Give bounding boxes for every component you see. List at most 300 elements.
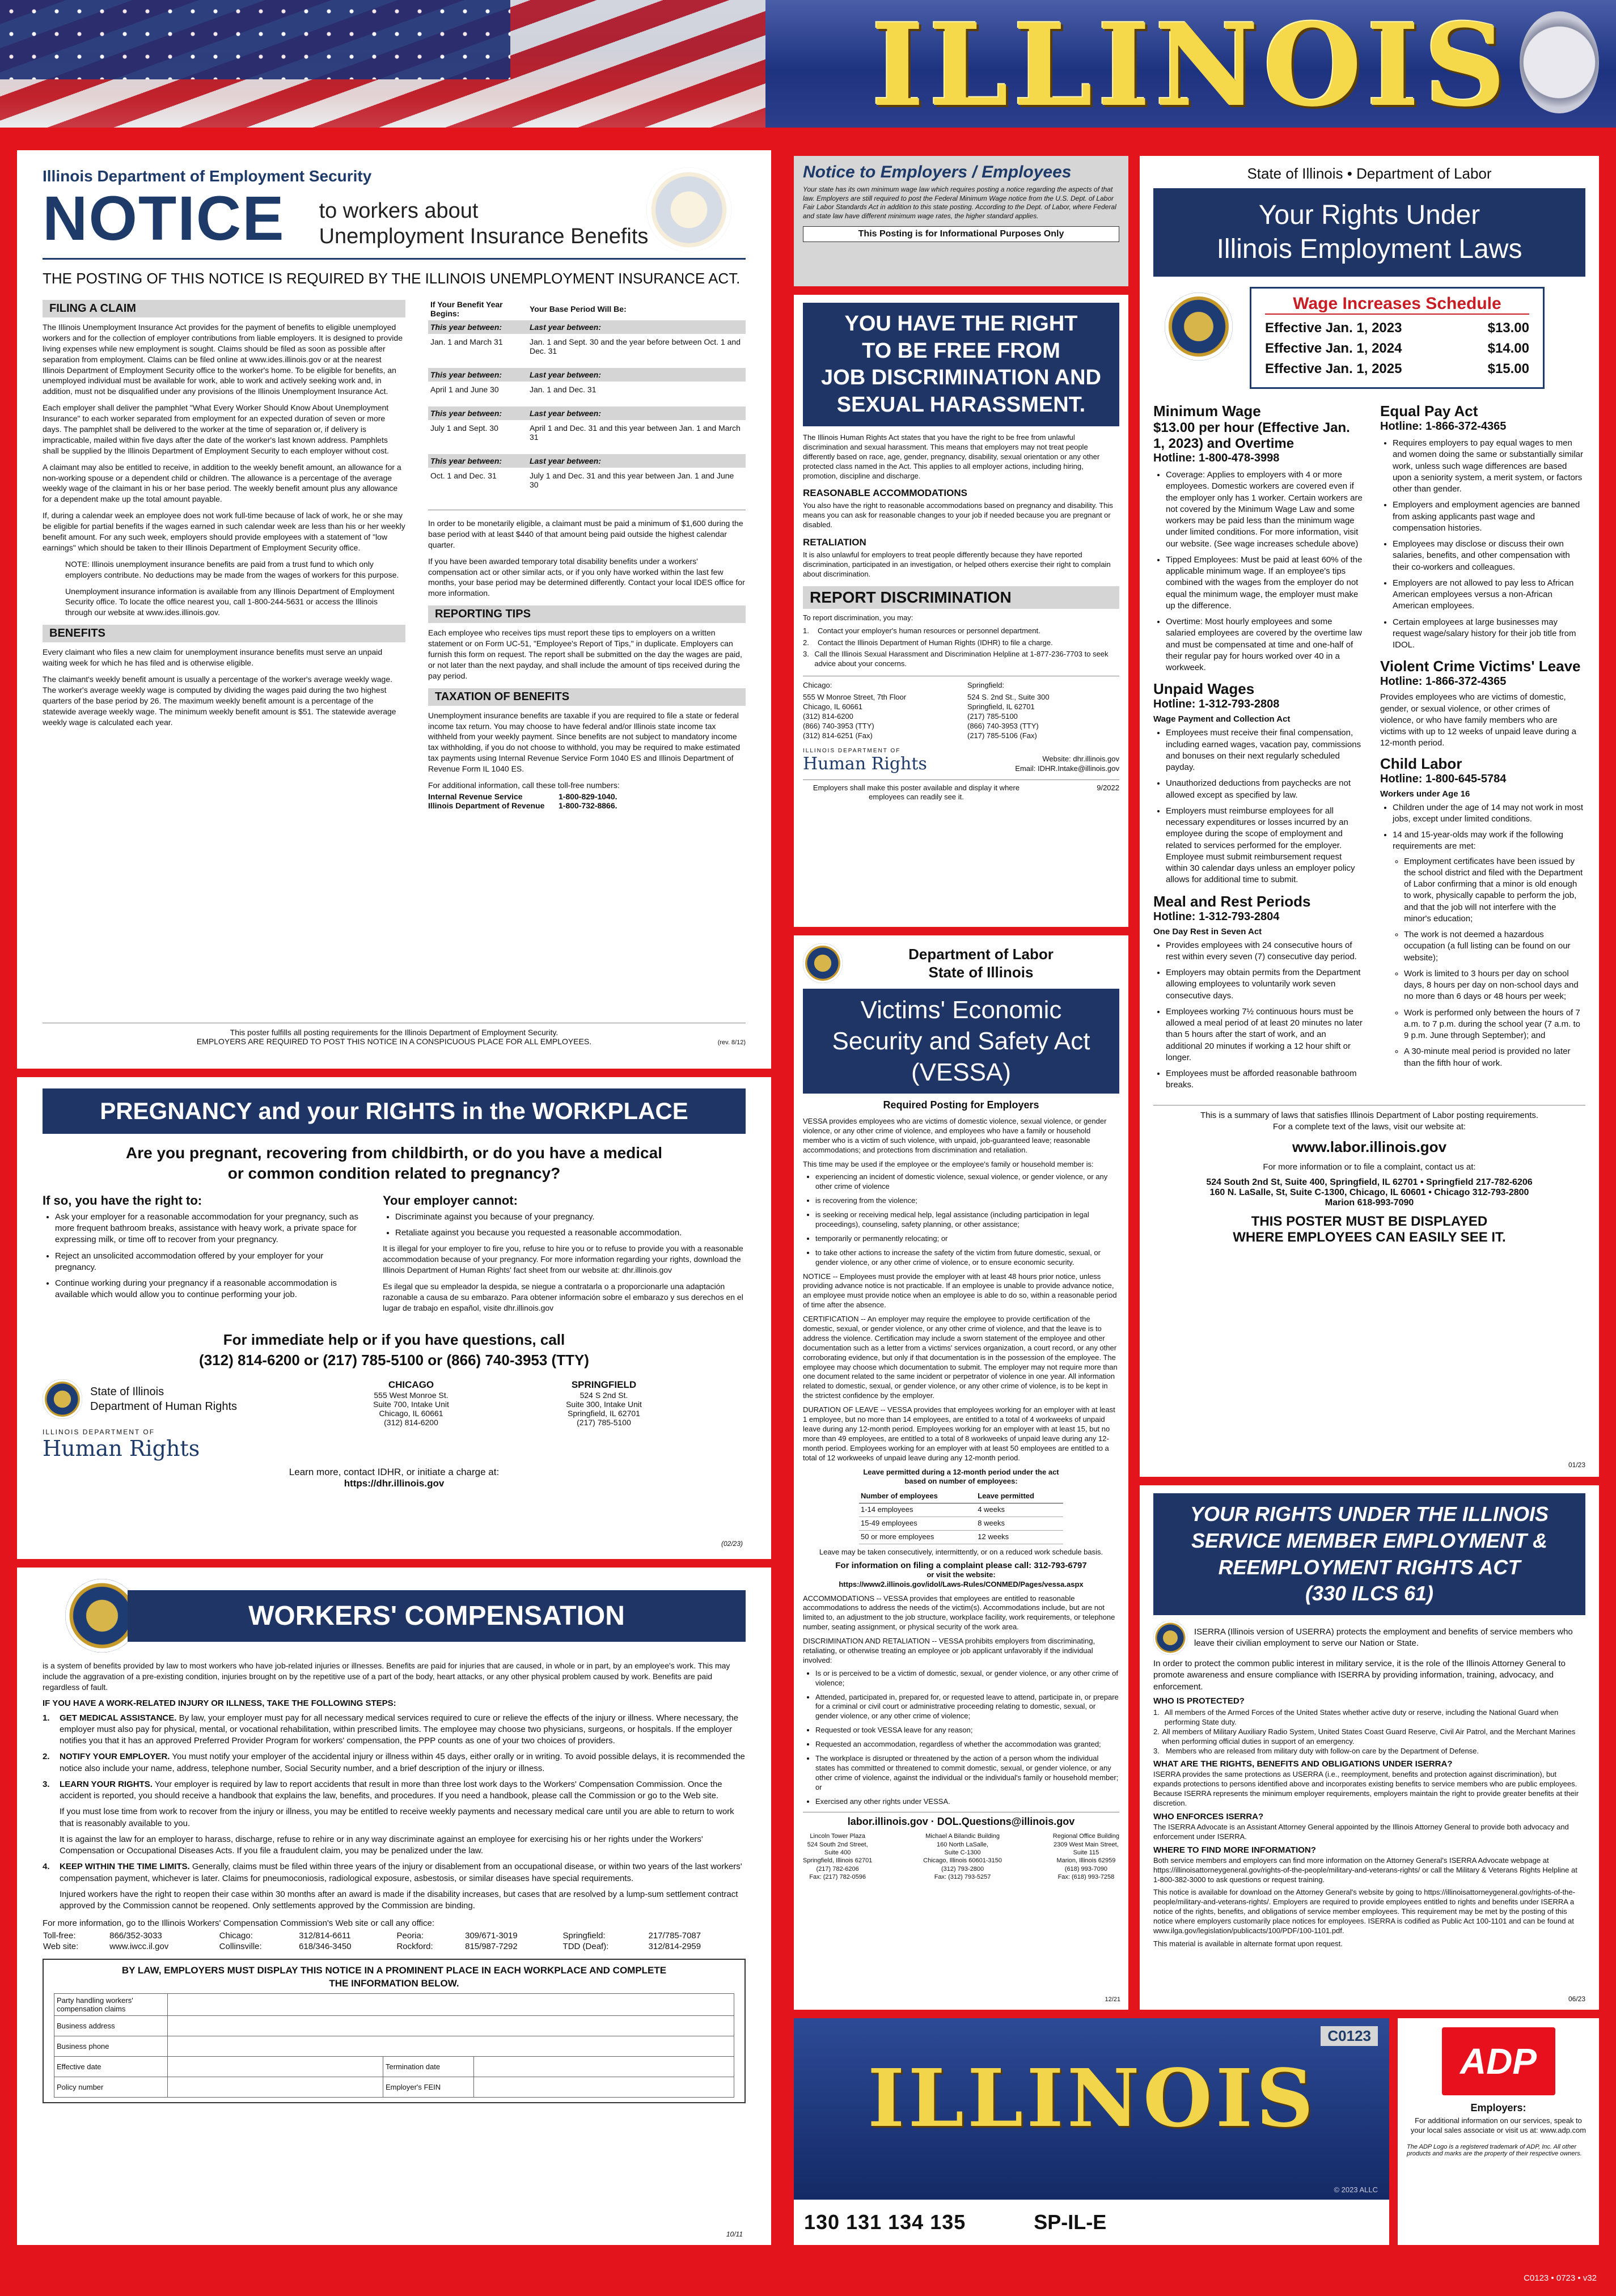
iserra-t3: REEMPLOYMENT RIGHTS ACT	[1218, 1555, 1521, 1579]
dol-addr-1: 524 South 2nd St, Suite 400, Springfield, IL 62701 • Springfield 217-782-6206	[1206, 1177, 1533, 1188]
idhr-logo-text: Human Rights	[43, 1436, 200, 1462]
list-item: Contact the Illinois Department of Human Rights (IDHR) to file a charge.	[818, 638, 1053, 647]
vessa-t2: Security and Safety Act	[832, 1027, 1090, 1055]
last-year: Last year between:	[529, 456, 602, 465]
iserra-h2: WHAT ARE THE RIGHTS, BENEFITS AND OBLIGATIONS UNDER ISERRA?	[1153, 1759, 1453, 1769]
dol-site[interactable]: www.labor.illinois.gov	[1292, 1138, 1447, 1155]
ne-info: This Posting is for Informational Purposes Only	[803, 226, 1119, 242]
step-text: You must notify your employer of the accidental injury or illness within 45 days, either orally or in writing. To avoid possible delays, it is recommended the notice also include your name, address, telephone number, Social Security number, and a brief description of the injury or illness.	[60, 1752, 745, 1773]
learn-more: Learn more, contact IDHR, or initiate a charge at:	[289, 1467, 500, 1478]
hr-report-heading: REPORT DISCRIMINATION	[803, 586, 1119, 609]
hr-foot: Employers shall make this poster available and display it where employees can readily see it.	[813, 783, 1020, 802]
iserra-t2: SERVICE MEMBER EMPLOYMENT &	[1191, 1528, 1548, 1552]
list-item: All members of Military Auxiliary Radio System, United States Coast Guard Reserve, Civil Air Patrol, and the Merchant Marines when performing official duties in support of an emergency.	[1162, 1727, 1576, 1746]
vessa-p1: VESSA provides employees who are victims of domestic violence, sexual violence, or gender violence, or any other crime of violence, and employees who have a family or household member who is a victim of such violence, with unpaid, job-guaranteed leave; reasonable accommodations; and protections from discrimination and retaliation.	[803, 1117, 1107, 1154]
cannot-heading: Your employer cannot:	[383, 1193, 518, 1208]
table-h2: Your Base Period Will Be:	[529, 304, 627, 314]
list-item: • Requested an accommodation, regardless of whether the accommodation was granted;	[815, 1740, 1119, 1749]
last-year: Last year between:	[529, 370, 602, 379]
hr-chi-line: (866) 740-3953 (TTY)	[803, 721, 874, 730]
vessa-complaint: For information on filing a complaint please call: 312-793-6797	[835, 1560, 1087, 1570]
vessa-acc: ACCOMMODATIONS -- VESSA provides that employees are entitled to reasonable accommodations to address the needs of the victim(s). Accommodations include, but are not limited to, an adjustment to the job structure, workplace facility, work requirements, or telephone number, seating assignment, or physical security of the work area.	[803, 1594, 1115, 1632]
list-item: • Ask your employer for a reasonable accommodation for your pregnancy, such as more frequent bathroom breaks, assistance with heavy work, a private space for expressing milk, or time off to recover from your pregnancy.	[55, 1211, 360, 1246]
table-row: Jan. 1 and Sept. 30 and the year before between Oct. 1 and Dec. 31	[529, 337, 741, 355]
contact-value: 618/346-3450	[299, 1942, 352, 1952]
office-line: Chicago, Illinois 60601-3150	[923, 1857, 1002, 1865]
footer-title: ILLINOIS	[868, 2052, 1317, 2145]
table-row: Jan. 1 and Dec. 31	[529, 385, 597, 394]
springfield-line: Springfield, IL 62701	[568, 1409, 640, 1418]
hr-chi-line: Chicago, IL 60661	[803, 702, 863, 711]
table-h1: If Your Benefit Year Begins:	[430, 300, 503, 318]
step-heading: LEARN YOUR RIGHTS.	[60, 1779, 153, 1789]
contact-label: Peoria:	[396, 1931, 424, 1941]
chicago-line: Chicago, IL 60661	[379, 1409, 443, 1418]
sub-list-item: ◦ The work is not deemed a hazardous occupation (a full listing can be found on our website);	[1404, 929, 1584, 964]
iserra-p5: This notice is available for download on the Attorney General's website by going to https://illinoisattorneygeneral.gov/rights-of-the-people/military-and-veterans-rights/. Employers are required to provide employees entitled to rights and benefits under ISERRA a notice of the rights, benefits, and obligations of service member employees. This requirement may be met by the posting of this notice where employers customarily place notices for employees. ISERRA is codified as Public Act 100-1101 and can be found at www.ilga.gov/legislation/publicacts/100/PDF/100-1101.pdf.	[1153, 1888, 1575, 1935]
vc-heading: Violent Crime Victims' Leave	[1380, 658, 1581, 675]
cl-list	[1380, 802, 1584, 1069]
uw-sub: Wage Payment and Collection Act	[1153, 714, 1291, 725]
form-field-label: Business address	[54, 2015, 168, 2036]
list-item: Call the Illinois Sexual Harassment and Discrimination Helpline at 1-877-236-7703 to seek advice about your concerns.	[814, 650, 1109, 668]
list-item: • Employees working 7½ continuous hours must be allowed a meal period of at least 20 minutes no later than 5 hours after the start of work, and an additional 20 minutes if working a 12 hour shift or longer.	[1166, 1006, 1363, 1064]
elig-p2: If you have been awarded temporary total disability benefits under a workers' compensation act or other similar acts, or if you only have worked within the last few months, your base period may be determined differently. Contact your local IDES office for more information.	[428, 556, 745, 598]
contact-label: Chicago:	[219, 1931, 253, 1941]
list-item: • Requires employers to pay equal wages to men and women doing the same or substantially similar work, unless such wage differences are based upon a seniority system, a merit system, or factors other than gender.	[1393, 438, 1584, 495]
dol-state: State of Illinois • Department of Labor	[1247, 165, 1492, 182]
iserra-p2: ISERRA provides the same protections as USERRA (i.e., reemployment, benefits and protection against discrimination), but expands protections to persons identified above and incorporates existing benefits to service members who are public employees. Because ISERRA represents the minimum employer requirements, employers maintain the right to provide greater benefits at their discretion.	[1153, 1770, 1579, 1808]
form-field-input[interactable]	[168, 2056, 383, 2077]
dol-summary-2: For a complete text of the laws, visit our website at:	[1272, 1121, 1466, 1132]
list-item: • Coverage: Applies to employers with 4 or more employees. Domestic workers are covered even if the employer only has 1 worker. Certain workers are not covered by the Minimum Wage Law and some workers may be paid less than the minimum wage under limited conditions. For more information, visit our website. (See wage increases schedule above)	[1166, 469, 1363, 550]
table-cell: 4 weeks	[976, 1503, 1063, 1517]
wage-value: $15.00	[1487, 361, 1529, 376]
pregnancy-title: PREGNANCY and your RIGHTS in the WORKPLACE	[43, 1088, 746, 1134]
hr-title-1: YOU HAVE THE RIGHT	[844, 312, 1078, 336]
list-item: • Provides employees with 24 consecutive hours of rest within every seven (7) consecutive day period.	[1166, 940, 1363, 963]
vessa-title	[803, 989, 1119, 1094]
idor-label: Illinois Department of Revenue	[428, 800, 545, 810]
list-item: • Attended, participated in, prepared for, or requested leave to attend, participate in, or prepare for a criminal or civil court or administrative proceeding relating to domestic, sexual, or gender violence, or any other crime of violence;	[815, 1693, 1119, 1722]
vessa-d1: Department of Labor	[908, 945, 1054, 963]
springfield-line: Suite 300, Intake Unit	[566, 1400, 642, 1409]
chicago-line: Suite 700, Intake Unit	[373, 1400, 449, 1409]
adp-tm: The ADP Logo is a registered trademark of ADP, Inc. All other products and marks are the property of their respective owners.	[1407, 2143, 1582, 2157]
contact-value: 217/785-7087	[648, 1931, 701, 1941]
vessa-list	[803, 1172, 1119, 1267]
preg-code: (02/23)	[721, 1540, 743, 1548]
hr-spr-heading: Springfield:	[967, 681, 1005, 690]
wage-schedule-box	[1250, 287, 1545, 389]
iserra-title	[1153, 1493, 1585, 1615]
list-item: • to take other actions to increase the safety of the victim from future domestic, sexual, or gender violence, or any other crime of violence, or to ensure economic security.	[815, 1248, 1119, 1268]
office-line: Fax: (312) 793-5257	[934, 1873, 991, 1880]
sub-list-item: ◦ Work is limited to 3 hours per day on school days, 8 hours per day on non-school days and no more than 6 days or 48 hours per week;	[1404, 968, 1584, 1003]
form-field-input[interactable]	[168, 2015, 734, 2036]
cl-heading: Child Labor	[1380, 755, 1462, 772]
hr-email[interactable]: Email: IDHR.Intake@illinois.gov	[1015, 764, 1119, 773]
footer-sku: SP-IL-E	[1034, 2210, 1107, 2234]
benefits-heading: BENEFITS	[43, 625, 405, 642]
dol-seal-icon	[1165, 293, 1233, 361]
office-line: Springfield, Illinois 62701	[803, 1857, 873, 1865]
iserra-p4: Both service members and employers can find more information on the Attorney General's ISERRA Advocate webpage at https://illinoisattorneygeneral.gov/rights-of-the-people/military-and-veterans-rights/ or call the Military & Veterans Rights Helpline at 1-800-382-3000 to ask questions or request training.	[1153, 1856, 1577, 1884]
iserra-h4: WHERE TO FIND MORE INFORMATION?	[1153, 1845, 1316, 1855]
elig-p1: In order to be monetarily eligible, a claimant must be paid a minimum of $1,600 during the base period with at least $440 of that amount being paid outside the highest calendar quarter.	[428, 519, 743, 549]
step-text: By law, your employer must pay for all necessary medical services required to cure or relieve the effects of the injury or illness. Where necessary, the employer must also pay for physical, mental, or vocational rehabilitation, within prescribed limits. The employee may choose two physicians, surgeons, or hospitals. If the employer notifies you that it has an approved Preferred Provider Program for workers' compensation, the PPP counts as one of your two choices of providers.	[60, 1713, 739, 1746]
step-text: Generally, claims must be filed within three years of the injury or disablement from an occupational disease, or within two years of the last workers' compensation payment, whichever is later. Claims for pneumoconiosis, radiological exposure, asbestosis, or similar diseases have special requirements.	[60, 1862, 742, 1883]
springfield-line: (217) 785-5100	[577, 1418, 631, 1427]
hr-chi-heading: Chicago:	[803, 681, 832, 690]
hr-p1: The Illinois Human Rights Act states that you have the right to be free from unlawful discrimination and sexual harassment. This means that employers may not treat people differently based on race, age, gender, pregnancy, disability, sexual orientation or any other protected class named in the Act. This applies to all employer actions, including hiring, promotion, discipline and discharge.	[803, 433, 1100, 480]
notice-heading: NOTICE	[43, 184, 285, 253]
hr-title-2: TO BE FREE FROM	[862, 338, 1060, 363]
dol-summary-1: This is a summary of laws that satisfies Illinois Department of Labor posting requirements.	[1200, 1110, 1539, 1120]
table-row: July 1 and Sept. 30	[430, 423, 498, 433]
form-field-label: Termination date	[383, 2056, 474, 2077]
vessa-t1: Victims' Economic	[860, 996, 1062, 1024]
chicago-line: (312) 814-6200	[384, 1418, 438, 1427]
vessa-t3: (VESSA)	[911, 1058, 1012, 1086]
iserra-intro: ISERRA (Illinois version of USERRA) protects the employment and benefits of service members who leave their civilian employment to serve our Nation or State.	[1194, 1626, 1573, 1649]
mr-sub: One Day Rest in Seven Act	[1153, 926, 1262, 937]
base-period-table	[428, 298, 746, 502]
wage-value: $14.00	[1487, 341, 1529, 356]
office-line: (217) 782-6206	[816, 1865, 859, 1873]
mw-list	[1153, 469, 1363, 673]
contact-label: Rockford:	[396, 1942, 433, 1952]
ep-heading: Equal Pay Act	[1380, 403, 1478, 420]
note-2: Unemployment insurance information is available from any Illinois Department of Employment Security office. To locate the office nearest you, call 1-800-244-5631 or access the Illinois through our website at www.ides.illinois.gov.	[65, 586, 395, 617]
dol-title	[1153, 188, 1585, 277]
hr-title-4: SEXUAL HARASSMENT.	[836, 392, 1086, 417]
iserra-t4: (330 ILCS 61)	[1305, 1582, 1434, 1605]
list-item: • Employees may disclose or discuss their own salaries, benefits, and other compensation with their co-workers and colleagues.	[1393, 539, 1584, 573]
table-cell: 1-14 employees	[859, 1503, 976, 1517]
table-cell: 50 or more employees	[859, 1530, 976, 1544]
vessa-tbl-h2: based on number of employees:	[904, 1477, 1018, 1486]
office-line: Michael A Bilandic Building	[925, 1833, 1000, 1840]
table-row: Oct. 1 and Dec. 31	[430, 471, 497, 480]
bylaw-2: THE INFORMATION BELOW.	[329, 1977, 459, 1989]
unemployment-notice-panel	[17, 150, 771, 1069]
iserra-h1: WHO IS PROTECTED?	[1153, 1696, 1245, 1706]
vc-hotline: Hotline: 1-866-372-4365	[1380, 675, 1507, 688]
vessa-tbl-h1: Leave permitted during a 12-month period under the act	[863, 1467, 1059, 1476]
human-rights-panel: YOU HAVE THE RIGHT TO BE FREE FROM JOB DISCRIMINATION AND SEXUAL HARASSMENT. The Illinois Human Rights Act states that you have the right to be free from unlawful discrimination and sexual harassment. This means that employers may not treat people differently based on race, age, gender, pregnancy, disability, sexual orientation or any other protected class named in the Act. This applies to all employer actions, including hiring, promotion, discipline and discharge. REASONABLE ACCOMMODATIONS You also have the right to reasonable accommodations based on pregnancy and disability. This means you can ask for reasonable changes to your job if needed because you are pregnant or disabled. RETALIATION It is also unlawful for employers to treat people differently because they have reported discrimination, participated in an investigation, or helped others exercise their right to complain about discrimination. REPORT DISCRIMINATION To report discrimination, you may: 1. Contact your employer's human resources or personnel department. 2. Contact the Illinois Department of Human Rights (IDHR) to file a charge. 3. Call the Illinois Sexual Harassment and Discrimination Helpline at 1-877-236-7703 to seek advice about your concerns. Chicago: 555 W Monroe Street, 7th Floor Chicago, IL 60661 (312) 814-6200 (866) 740-3953 (TTY) (312) 814-6251 (Fax) Springfield: 524 S. 2nd St., Suite 300 Springfield, IL 62701 (217) 785-5100 (866) 740-3953 (TTY) (217) 785-5106 (Fax) ILLINOIS DEPARTMENT OF Human Rights Website: dhr.illinois.gov Email: IDHR.Intake@illinois.gov Employers shall make this poster available and display it where employees can readily see it. 9/2022	[794, 295, 1128, 927]
contact-value: 309/671-3019	[465, 1931, 518, 1941]
this-year: This year between:	[430, 370, 502, 379]
list-item: • Employers and employment agencies are banned from asking applicants past wage and compensation histories.	[1393, 499, 1584, 534]
vessa-d2: State of Illinois	[928, 964, 1034, 981]
uw-hotline: Hotline: 1-312-793-2808	[1153, 698, 1280, 711]
footer-code: C0123	[1321, 2026, 1378, 2046]
this-year: This year between:	[430, 456, 502, 465]
chicago-line: 555 West Monroe St.	[374, 1391, 449, 1400]
learn-url[interactable]: https://dhr.illinois.gov	[344, 1478, 445, 1489]
step-heading: NOTIFY YOUR EMPLOYER.	[60, 1752, 170, 1762]
office-line: Suite 115	[1073, 1849, 1099, 1857]
hr-ra-p: You also have the right to reasonable accommodations based on pregnancy and disability. This means you can ask for reasonable changes to your job if needed because you are pregnant or disabled.	[803, 501, 1113, 529]
ui-footer-2: EMPLOYERS ARE REQUIRED TO POST THIS NOTICE IN A CONSPICUOUS PLACE FOR ALL EMPLOYEES.	[196, 1037, 592, 1046]
flag-stars	[0, 0, 510, 79]
hr-rep-intro: To report discrimination, you may:	[803, 613, 913, 622]
dol-addr-2: 160 N. LaSalle, St, Suite C-1300, Chicago, IL 60601 • Chicago 312-793-2800	[1209, 1188, 1529, 1198]
vessa-req: Required Posting for Employers	[883, 1099, 1039, 1111]
list-item: • Reject an unsolicited accommodation offered by your employer for your pregnancy.	[55, 1251, 360, 1274]
taxation-heading: TAXATION OF BENEFITS	[428, 688, 746, 706]
help-1: For immediate help or if you have questions, call	[223, 1331, 565, 1348]
table-row: Jan. 1 and March 31	[430, 337, 503, 346]
ides-seal-icon	[646, 167, 731, 252]
hr-ret-heading: RETALIATION	[803, 537, 866, 548]
rights-list	[43, 1211, 360, 1301]
footer-banner	[794, 2018, 1389, 2200]
mr-heading: Meal and Rest Periods	[1153, 892, 1311, 910]
iserra-code: 06/23	[1568, 1995, 1585, 2003]
office-line: 524 South 2nd Street,	[807, 1841, 868, 1848]
step-text: Your employer is required by law to report accidents that result in more than three lost work days to the Workers' Compensation Commission. Once the accident is reported, you should receive a handbook that explains the law, benefits, and procedures. If you need a handbook, please call the Commission or go to the Web site.	[60, 1779, 722, 1801]
tollfree-intro: For additional information, call these toll-free numbers:	[428, 781, 620, 790]
dol-addr-3: Marion 618-993-7090	[1325, 1198, 1414, 1208]
list-item: • temporarily or permanently relocating; or	[815, 1234, 1119, 1244]
list-item: • The workplace is disrupted or threatened by the action of a person whom the individual states has committed or threatened to commit domestic, sexual, or gender violence, or any other crime of violence, against the individual or the individual's family or household member; or	[815, 1754, 1119, 1793]
list-item: • Tipped Employees: Must be paid at least 60% of the applicable minimum wage. If an employee's tips combined with the wages from the employer do not equal the minimum wage, the employer must make up the difference.	[1166, 554, 1363, 612]
hr-code: 9/2022	[1097, 783, 1119, 792]
vessa-disc: DISCRIMINATION AND RETALIATION -- VESSA prohibits employers from discriminating, retaliating, or otherwise treating an employee or job applicant unfavorably if the individual involved:	[803, 1637, 1095, 1664]
springfield-heading: SPRINGFIELD	[571, 1379, 637, 1391]
dol-seal-icon	[803, 943, 843, 983]
contact-value: www.iwcc.il.gov	[109, 1942, 169, 1952]
form-field-input[interactable]	[474, 2077, 734, 2097]
hr-spr-line: (217) 785-5100	[967, 711, 1018, 721]
this-year: This year between:	[430, 409, 502, 418]
wc-contacts	[43, 1930, 746, 1952]
list-item: • Is or is perceived to be a victim of domestic, sexual, or gender violence, or any other crime of violence;	[815, 1669, 1119, 1688]
list-item: • Employers may obtain permits from the Department allowing employees to voluntarily work seven consecutive days.	[1166, 967, 1363, 1002]
wc-code: 10/11	[726, 2230, 743, 2238]
list-item: • Employees must receive their final compensation, including earned wages, vacation pay, commissions and bonuses on their next regularly scheduled payday.	[1166, 727, 1363, 773]
table-cell: 8 weeks	[976, 1517, 1063, 1531]
office-line: 2309 West Main Street,	[1054, 1841, 1119, 1848]
contact-label: Springfield:	[562, 1931, 606, 1941]
note-1: NOTE: Illinois unemployment insurance benefits are paid from a trust fund to which only employers contribute. No deductions may be made from the wages of workers for this purpose.	[65, 559, 399, 579]
filing-claim-heading: FILING A CLAIM	[43, 300, 405, 317]
list-item: • is seeking or receiving medical help, legal assistance (including participation in legal proceedings), counseling, safety planning, or other assistance;	[815, 1210, 1119, 1230]
form-field-label: Party handling workers' compensation claims	[54, 1993, 168, 2015]
vessa-leave-table	[859, 1490, 1063, 1544]
list-item: • Unauthorized deductions from paychecks are not allowed except as specified by law.	[1166, 778, 1363, 801]
list-item: • experiencing an incident of domestic violence, sexual violence, or gender violence, or any other crime of violence	[815, 1172, 1119, 1192]
iserra-p1: In order to protect the common public interest in military service, it is the role of the Illinois Attorney General to promote awareness and ensure compliance with ISERRA by providing information, training, advocacy, and enforcement.	[1153, 1659, 1566, 1692]
adp-panel	[1398, 2018, 1599, 2245]
reporting-heading: REPORTING TIPS	[428, 605, 746, 623]
office-line: Suite C-1300	[944, 1849, 981, 1857]
top-banner	[0, 0, 1616, 128]
form-field-label: Employer's FEIN	[383, 2077, 474, 2097]
footer-rev: C0123 • 0723 • v32	[1524, 2273, 1597, 2283]
sub-list-item: ◦ Employment certificates have been issued by the school district and filed with the Department of Labor confirming that a minor is old enough to work, physically capable to perform the job, and that the job will not interfere with the minor's education;	[1404, 856, 1584, 925]
preg-q1: Are you pregnant, recovering from childbirth, or do you have a medical	[126, 1144, 662, 1162]
vessa-inter: Leave may be taken consecutively, intermittently, or on a reduced work schedule basis.	[819, 1547, 1103, 1556]
form-field-input[interactable]	[168, 2077, 383, 2097]
list-item: Members who are released from military duty with follow-on care by the Department of Defense.	[1166, 1746, 1479, 1755]
vessa-code: 12/21	[1105, 1996, 1120, 2003]
dol-t2: Illinois Employment Laws	[1216, 234, 1522, 264]
uw-list	[1153, 727, 1363, 886]
workers-comp-panel: WORKERS' COMPENSATION is a system of benefits provided by law to most workers who have job-related injuries or illnesses. Benefits are paid for injuries that are caused, in whole or in part, by an employee's work. This may include the aggravation of a pre-existing condition, injuries brought on by the repetitive use of a part of the body, heart attacks, or any other physical problem caused by work. Benefits are paid regardless of fault. IF YOU HAVE A WORK-RELATED INJURY OR ILLNESS, TAKE THE FOLLOWING STEPS: 1. GET MEDICAL ASSISTANCE. By law, your employer must pay for all necessary medical services required to cure or relieve the effects of the injury or illness. Where necessary, the employer must also pay for physical, mental, or vocational rehabilitation, within prescribed limits. The employee may choose two physicians, surgeons, or hospitals. If the employer notifies you that it has an approved Preferred Provider Program for workers' compensation, the PPP counts as one of your two choices of providers. 2. NOTIFY YOUR EMPLOYER. You must notify your employer of the accidental injury or illness within 45 days, either orally or in writing. To avoid possible delays, it is recommended the notice also include your name, address, telephone number, Social Security number, and a brief description of the injury or illness. 3. LEARN YOUR RIGHTS. Your employer is required by law to report accidents that result in more than three lost work days to the Workers' Compensation Commission. Once the accident is reported, you should receive a handbook that explains the law, benefits, and procedures. If you need a handbook, please call the Commission or go to the Web site. If you must lose time from work to recover from the injury or illness, you may be entitled to receive weekly payments and necessary medical care until you are able to return to work that is reasonably available to you. It is against the law for an employer to harass, discharge, refuse to rehire or in any way discriminate against an employee for exercising his or her rights under the Workers' Compensation or Occupational Diseases Acts. If you file a fraudulent claim, you may be penalized under the law. 4. KEEP WITHIN THE TIME LIMITS. Generally, claims must be filed within three years of the injury or disablement from an occupational disease, or within two years of the last workers' compensation payment, whichever is later. Claims for pneumoconiosis, radiological exposure, asbestosis, or similar diseases have special requirements. Injured workers have the right to reopen their case within 30 months after an award is made if the disability increases, but cases that are resolved by a lump-sum settlement contract approved by the Commission cannot be reopened. Only settlements approved by the Commission are binding. For more information, go to the Illinois Workers' Compensation Commission's Web site or call any office: Toll-free: 866/352-3033 Chicago: 312/814-6611 Peoria: 309/671-3019 Springfield: 217/785-7087 Web site: www.iwcc.il.gov Collinsville: 618/346-3450 Rockford: 815/987-7292 TDD (Deaf): 312/814-2959 BY LAW, EMPLOYERS MUST DISPLAY THIS NOTICE IN A PROMINENT PLACE IN EACH WORKPLACE AND COMPLETE THE INFORMATION BELOW. Party handling workers' compensation claims Business address Business phone Effective date Termination date Policy number Employer's FEIN 10/11	[17, 1568, 771, 2245]
last-year: Last year between:	[529, 323, 602, 332]
table-row: April 1 and Dec. 31 and this year between Jan. 1 and March 31	[529, 423, 741, 442]
list-item: • Retaliate against you because you requested a reasonable accommodation.	[395, 1227, 746, 1239]
vessa-dur: DURATION OF LEAVE -- VESSA provides that employees working for an employer with at least 1 employee, but no more than 14 employees, are entitled to a total of 4 workweeks of unpaid leave during any 12-month period. Employees working for an employer with at least 15, but no more than 49 employees, are entitled to a total of 8 workweeks of unpaid leave during any 12-month period. Employees working for an employer with at least 50 employees are entitled to a total of 12 workweeks of unpaid leave during any 12-month period.	[803, 1405, 1115, 1462]
last-year: Last year between:	[529, 409, 602, 418]
help-2: (312) 814-6200 or (217) 785-5100 or (866) 740-3953 (TTY)	[199, 1352, 589, 1369]
wc-mid2: It is against the law for an employer to harass, discharge, refuse to rehire or in any way discriminate against an employee for exercising his or her rights under the Workers' Compensation or Occupational Diseases Acts. If you file a fraudulent claim, you may be penalized under the law.	[60, 1834, 703, 1856]
form-field-label: Business phone	[54, 2036, 168, 2056]
mw-heading: Minimum Wage	[1153, 403, 1261, 420]
wage-value: $13.00	[1487, 320, 1529, 336]
footer-nums: 130 131 134 135	[804, 2210, 966, 2234]
dol-must-1: THIS POSTER MUST BE DISPLAYED	[1251, 1214, 1488, 1230]
rights-heading: If so, you have the right to:	[43, 1193, 202, 1208]
list-item-text: 14 and 15-year-olds may work if the following requirements are met:	[1393, 830, 1563, 852]
filing-p2: Each employer shall deliver the pamphlet "What Every Worker Should Know About Unemployment Insurance" to each worker separated from employment for an expected duration of seven or more days. The pamphlet shall be delivered to the worker at the time of separation or, if delivery is impracticable, mailed within five days after the date of the worker's last known address. Pamphlets shall be supplied by the Illinois Department of Employment Security to each employer without cost.	[43, 403, 389, 455]
ne-title: Notice to Employers / Employees	[803, 163, 1072, 181]
cl-hotline: Hotline: 1-800-645-5784	[1380, 772, 1507, 785]
step-heading: KEEP WITHIN THE TIME LIMITS.	[60, 1862, 190, 1872]
notice-employers-panel	[794, 156, 1128, 286]
wage-heading: Wage Increases Schedule	[1265, 294, 1529, 315]
vessa-visit: or visit the website:	[927, 1570, 996, 1579]
idhr-small: ILLINOIS DEPARTMENT OF	[803, 747, 901, 754]
vessa-url[interactable]: https://www2.illinois.gov/idol/Laws-Rules/CONMED/Pages/vessa.aspx	[839, 1579, 1084, 1588]
form-field-input[interactable]	[168, 2036, 734, 2056]
iserra-alt: This material is available in alternate format upon request.	[1153, 1939, 1343, 1948]
reporting-p: Each employee who receives tips must report these tips to employers on a written statement or on Form UC-51, "Employee's Report of Tips," in duplicate. Employers can furnish this form on request. The report shall be submitted on the day the wages are paid, or not later than the next payday, and shall include the amount of tips received during the pay period.	[428, 628, 742, 680]
sub-list-item: ◦ Work is performed only between the hours of 7 a.m. to 7 p.m. during the school year (7 a.m. to 9 p.m. June through September); and	[1404, 1007, 1584, 1042]
table-row: April 1 and June 30	[430, 385, 499, 394]
wc-steps-heading: IF YOU HAVE A WORK-RELATED INJURY OR ILLNESS, TAKE THE FOLLOWING STEPS:	[43, 1698, 396, 1708]
preg-right-p1: It is illegal for your employer to fire you, refuse to hire you or to refuse to provide you with a reasonable accommodation because of your pregnancy. For more information regarding your rights, download the Illinois Department of Human Rights' fact sheet from our website at: dhr.illinois.gov	[383, 1244, 743, 1275]
iserra-h3: WHO ENFORCES ISERRA?	[1153, 1811, 1264, 1821]
iserra-p3: The ISERRA Advocate is an Assistant Attorney General appointed by the Illinois Attorney General to provide both advocacy and enforcement under ISERRA.	[1153, 1822, 1569, 1841]
dol-code: 01/23	[1568, 1461, 1585, 1469]
notice-sub-2: Unemployment Insurance Benefits	[319, 224, 649, 249]
mr-list	[1153, 940, 1363, 1091]
vessa-p2: This time may be used if the employee or the employee's family or household member is:	[803, 1159, 1094, 1168]
wc-mid1: If you must lose time from work to recover from the injury or illness, you may be entitled to receive weekly payments and necessary medical care until you are able to return to work that is reasonably available to you.	[60, 1807, 734, 1828]
uw-heading: Unpaid Wages	[1153, 680, 1255, 698]
list-item: • Requested or took VESSA leave for any reason;	[815, 1726, 1119, 1735]
list-item: • is recovering from the violence;	[815, 1196, 1119, 1206]
list-item: • Employees must be afforded reasonable bathroom breaks.	[1166, 1068, 1363, 1091]
illinois-state-icon	[1520, 11, 1599, 113]
hr-spr-line: (217) 785-5106 (Fax)	[967, 731, 1037, 740]
ag-seal-icon	[1153, 1621, 1187, 1655]
vessa-cert: CERTIFICATION -- An employer may require the employee to provide certification of the domestic, sexual, or gender violence, or any other crime of violence, and that the leave is to address the violence. Certification may include a sworn statement of the employee and other documentation such as a letter from a victims' services organization, a court record, or any other corroborating evidence, but only if that documentation is in the possession of the employee. The employee may choose which documentation to submit. The employer may not require more than one document related to the same incident or perpetrator of violence in one year. All information related to domestic, sexual, or gender violence, or any other crime of violence, is to be kept in the strictest confidence by the employer.	[803, 1315, 1118, 1400]
ep-hotline: Hotline: 1-866-372-4365	[1380, 420, 1507, 433]
office-line: Marion, Illinois 62959	[1056, 1857, 1116, 1865]
list-item: • Continue working during your pregnancy if a reasonable accommodation is available which would allow you to continue performing your job.	[55, 1278, 360, 1301]
cannot-list	[383, 1211, 746, 1239]
ne-body: Your state has its own minimum wage law which requires posting a notice regarding the aspects of that law. Employers are still required to post the Federal Minimum Wage notice from the U.S. Dept. of Labor Fair Labor Standards Act in addition to this state posting. According to the Dept. of Labor, where Federal and state law have different minimum wage rates, the higher standard applies.	[803, 185, 1116, 220]
preg-q2: or common condition related to pregnancy?	[227, 1164, 561, 1183]
mr-hotline: Hotline: 1-312-793-2804	[1153, 910, 1280, 923]
notice-sub-1: to workers about	[319, 198, 479, 223]
filing-p3: A claimant may also be entitled to receive, in addition to the weekly benefit amount, an allowance for a non-working spouse or a dependent child or children. The allowance is a percentage of the average weekly wage of the claimant in his or her base period. The weekly benefit amount plus any allowance for a dependent make up the total amount payable.	[43, 462, 401, 504]
hr-chi-line: (312) 814-6251 (Fax)	[803, 731, 873, 740]
contact-label: Toll-free:	[43, 1931, 76, 1941]
form-field-input[interactable]	[168, 1993, 734, 2015]
office-line: Regional Office Building	[1052, 1833, 1119, 1840]
list-item: All members of the Armed Forces of the United States whether active duty or reserve, including the National Guard when performing State duty.	[1164, 1708, 1559, 1726]
hr-chi-line: 555 W Monroe Street, 7th Floor	[803, 693, 907, 702]
filing-p1: The Illinois Unemployment Insurance Act provides for the payment of benefits to eligible unemployed workers and for the collection of employer contributions from liable employers. It is designed to provide living expenses while new employment is sought. Claims should be filed as soon as possible after separation from employment. Claims can be filed online at www.ides.illinois.gov or at the nearest Illinois Department of Employment Security office to the worker's home. To be eligible for benefits, an unemployed individual must be available for work, able to work and actively seeking work and, in addition, must not be disqualified under any provisions of the Illinois Unemployment Insurance Act.	[43, 323, 403, 396]
wage-date: Effective Jan. 1, 2025	[1265, 361, 1402, 376]
idhr-small: ILLINOIS DEPARTMENT OF	[43, 1428, 155, 1437]
mw-sub: $13.00 per hour (Effective Jan. 1, 2023) and Overtime	[1153, 420, 1350, 451]
wage-date: Effective Jan. 1, 2024	[1265, 341, 1402, 356]
posting-requirement: THE POSTING OF THIS NOTICE IS REQUIRED BY THE ILLINOIS UNEMPLOYMENT INSURANCE ACT.	[43, 270, 741, 287]
benefits-p2: The claimant's weekly benefit amount is usually a percentage of the worker's average weekly wage. The worker's average weekly wage is computed by dividing the wages paid during the two highest quarters of the base period by 26. The maximum weekly benefit amount is a percentage of the statewide average weekly wage. The minimum weekly benefit amount is $51. The statewide average weekly wage is calculated each year.	[43, 675, 396, 727]
list-item	[1393, 829, 1584, 1069]
bylaw-1: BY LAW, EMPLOYERS MUST DISPLAY THIS NOTICE IN A PROMINENT PLACE IN EACH WORKPLACE AND COMPLETE	[121, 1965, 667, 1976]
col-header: Leave permitted	[976, 1490, 1063, 1503]
this-year: This year between:	[430, 323, 502, 332]
adp-emp-text: For additional information on our services, speak to your local sales associate or visit us at: www.adp.com	[1410, 2116, 1587, 2134]
list-item: • Exercised any other rights under VESSA.	[815, 1797, 1119, 1807]
hr-web[interactable]: Website: dhr.illinois.gov	[1042, 754, 1119, 763]
ui-rev: (rev. 8/12)	[717, 1039, 746, 1046]
form-field-input[interactable]	[474, 2056, 734, 2077]
table-row: July 1 and Dec. 31 and this year between Jan. 1 and June 30	[529, 471, 734, 489]
office-line: Lincoln Tower Plaza	[810, 1833, 865, 1840]
vessa-links[interactable]: labor.illinois.gov · DOL.Questions@illinois.gov	[803, 1812, 1119, 1828]
contact-value: 312/814-6611	[299, 1931, 351, 1941]
state-seal-icon	[43, 1379, 82, 1419]
list-item: • Employers must reimburse employees for all necessary expenditures or losses incurred by an employee during the scope of employment and related to services performed for the employer. Employee must submit reimbursement request within 30 calendar days unless an employer policy allows for additional time to submit.	[1166, 806, 1363, 886]
hr-spr-line: 524 S. 2nd St., Suite 300	[967, 693, 1050, 702]
wage-date: Effective Jan. 1, 2023	[1265, 320, 1402, 336]
list-item: • Discriminate against you because of your pregnancy.	[395, 1211, 746, 1223]
dept-human-rights: Department of Human Rights	[90, 1400, 238, 1413]
state-of-illinois: State of Illinois	[90, 1386, 164, 1399]
vessa-disc-list	[803, 1669, 1119, 1807]
contact-label: TDD (Deaf):	[562, 1942, 609, 1952]
col-header: Number of employees	[859, 1490, 976, 1503]
table-cell: 15-49 employees	[859, 1517, 976, 1531]
dol-must-2: WHERE EMPLOYEES CAN EASILY SEE IT.	[1233, 1230, 1506, 1246]
ides-dept: Illinois Department of Employment Security	[43, 167, 372, 185]
vessa-notice: NOTICE -- Employees must provide the employer with at least 48 hours prior notice, unless providing advance notice is not practicable. If an employee is unable to provide advance notice, an employee must provide notice when an employee is able to do so, within a reasonable period of time after the absence.	[803, 1272, 1117, 1310]
wc-after4: Injured workers have the right to reopen their case within 30 months after an award is made if the disability increases, but cases that are resolved by a lump-sum settlement contract approved by the Commission cannot be reopened. Only settlements approved by the Commission are binding.	[60, 1889, 738, 1911]
banner-title: ILLINOIS	[871, 0, 1511, 128]
office-line: (312) 793-2800	[941, 1865, 984, 1873]
idhr-logo-text: Human Rights	[803, 753, 927, 774]
list-item: • Overtime: Most hourly employees and some salaried employees are covered by the overtime law and must be compensated at time and one-half of their regular pay for hours worked over 40 in a workweek.	[1166, 616, 1363, 673]
office-line: Fax: (618) 993-7258	[1057, 1873, 1115, 1880]
contact-label: Web site:	[43, 1942, 79, 1952]
springfield-line: 524 S 2nd St.	[579, 1391, 628, 1400]
contact-value: 312/814-2959	[648, 1942, 701, 1952]
list-item: • Employers are not allowed to pay less to African American employees versus a non-African American employees.	[1393, 578, 1584, 612]
adp-employers: Employers:	[1470, 2102, 1526, 2113]
cl-sub: Workers under Age 16	[1380, 789, 1470, 799]
ep-list	[1380, 438, 1584, 651]
hr-chi-line: (312) 814-6200	[803, 711, 853, 721]
